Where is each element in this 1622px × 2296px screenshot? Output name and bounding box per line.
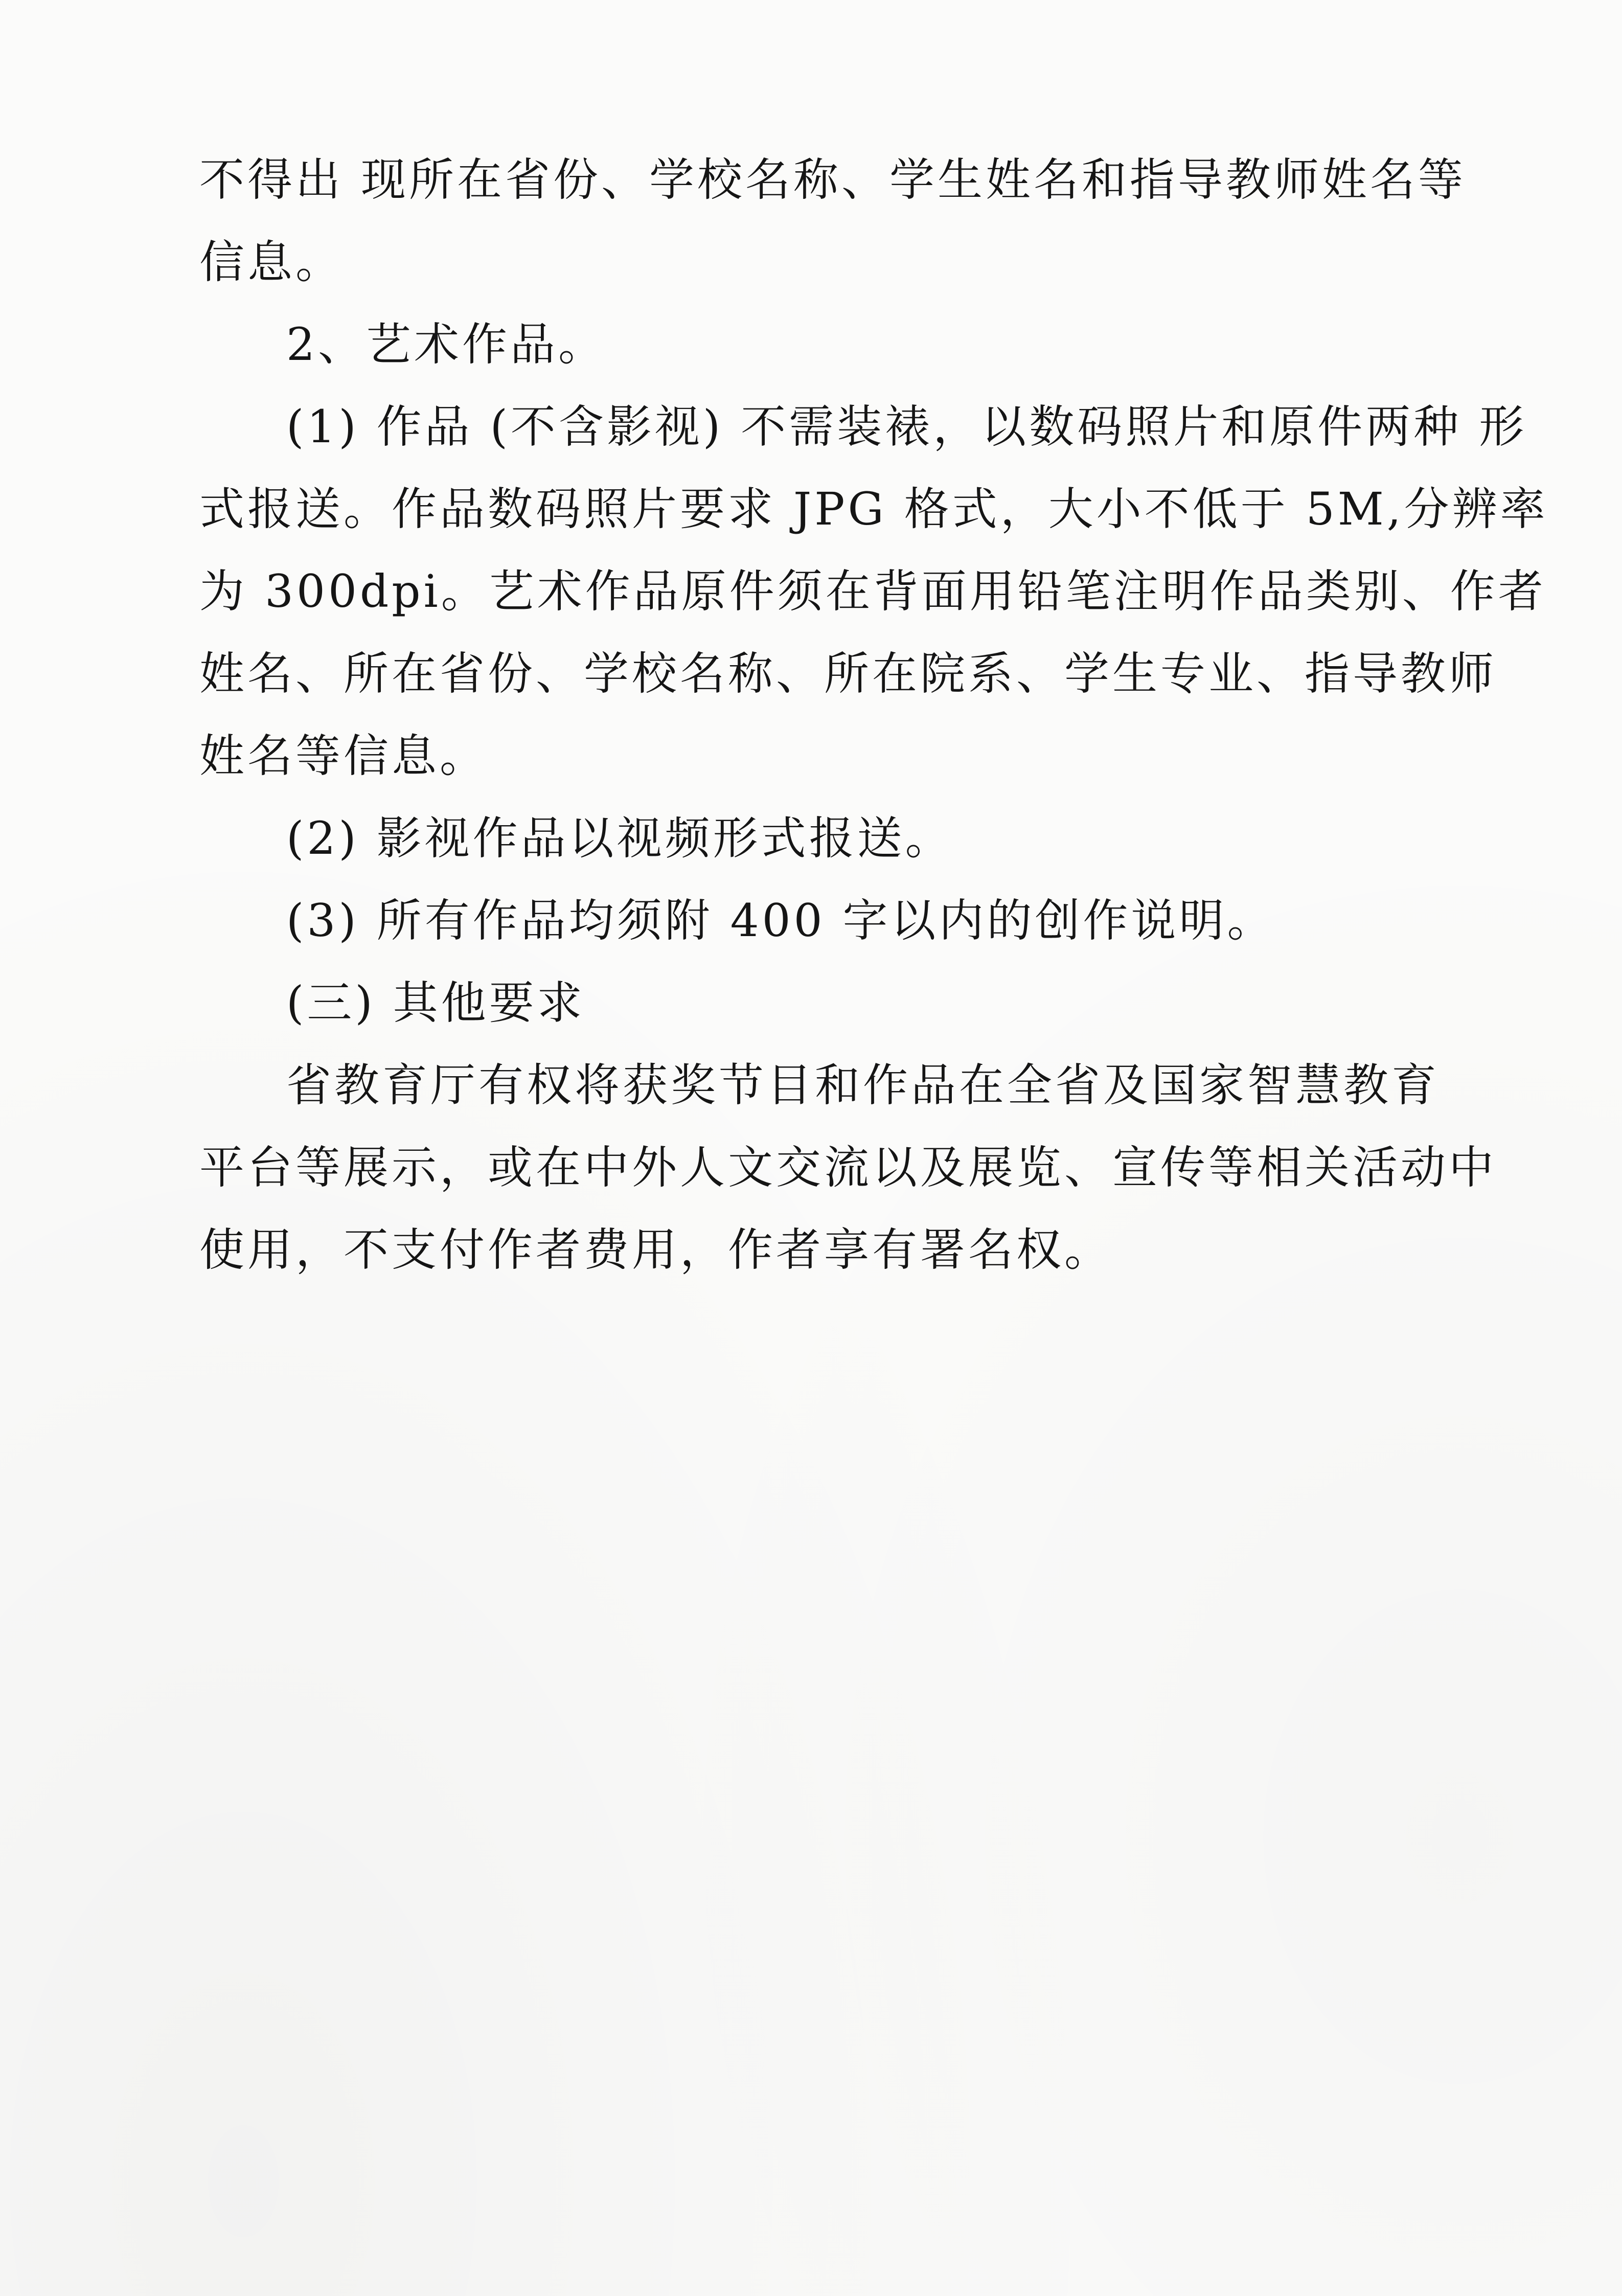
text-line-10: (3) 所有作品均须附 400 字以内的创作说明。 bbox=[286, 894, 1275, 947]
text-line-5: 式报送。作品数码照片要求 JPG 格式，大小不低于 5M,分辨率 bbox=[199, 483, 1548, 535]
text-line-4: (1) 作品 (不含影视) 不需装裱，以数码照片和原件两种 形 bbox=[286, 400, 1527, 453]
text-line-1: 不得出 现所在省份、学校名称、学生姓名和指导教师姓名等 bbox=[199, 153, 1466, 206]
text-line-13: 平台等展示，或在中外人文交流以及展览、宣传等相关活动中 bbox=[199, 1141, 1497, 1194]
text-line-9: (2) 影视作品以视频形式报送。 bbox=[286, 812, 953, 865]
text-line-6: 为 300dpi。艺术作品原件须在背面用铅笔注明作品类别、作者 bbox=[199, 565, 1546, 618]
text-line-12: 省教育厅有权将获奖节目和作品在全省及国家智慧教育 bbox=[286, 1059, 1440, 1111]
section-heading-other-requirements: (三) 其他要求 bbox=[286, 976, 585, 1029]
text-line-7: 姓名、所在省份、学校名称、所在院系、学生专业、指导教师 bbox=[199, 647, 1497, 700]
text-line-8: 姓名等信息。 bbox=[199, 730, 488, 782]
text-line-14: 使用，不支付作者费用，作者享有署名权。 bbox=[199, 1223, 1113, 1276]
section-heading-art-works: 2、艺术作品。 bbox=[286, 318, 606, 371]
text-line-2: 信息。 bbox=[199, 236, 344, 288]
